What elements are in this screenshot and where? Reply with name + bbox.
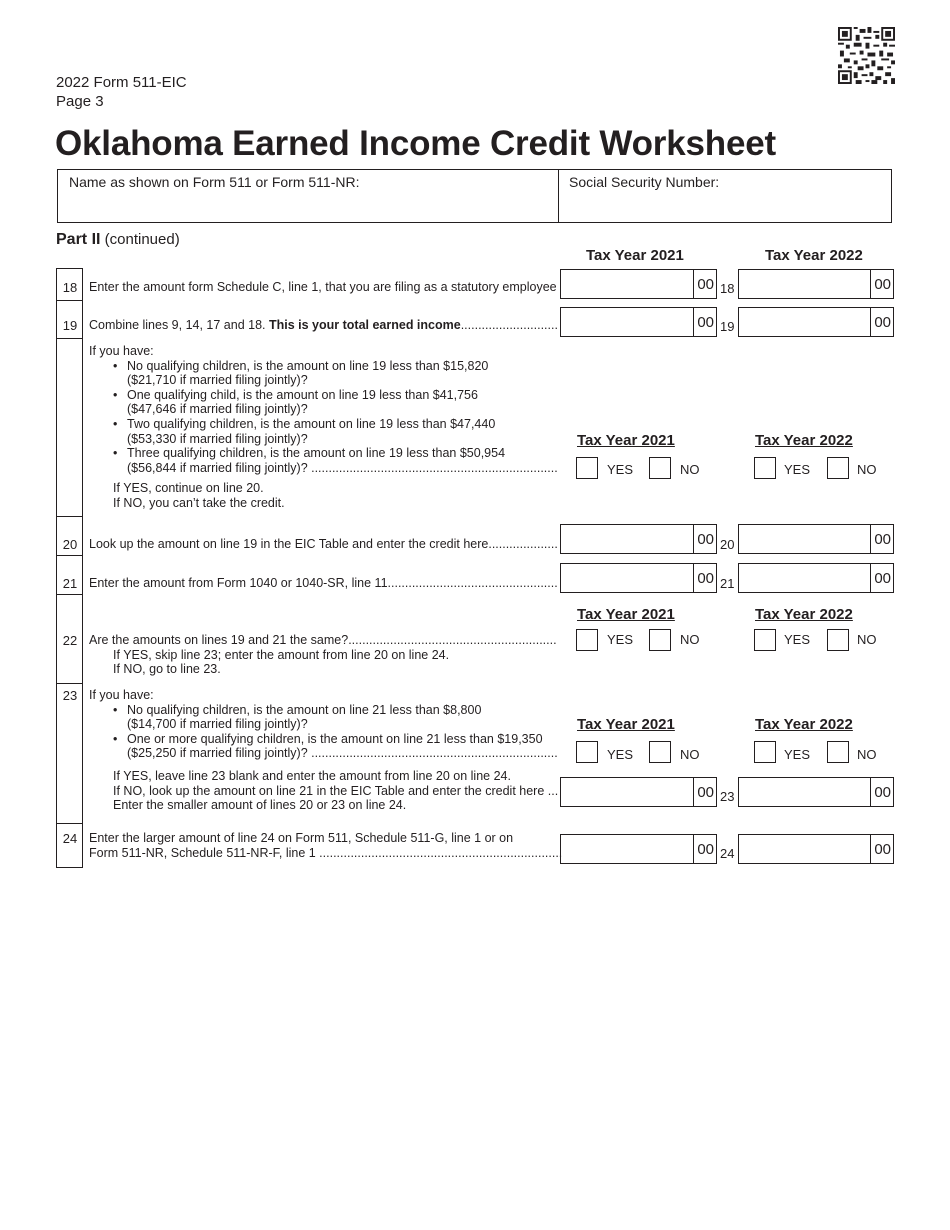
cents-label: 00: [697, 841, 714, 858]
cents-label: 00: [874, 531, 891, 548]
yn-header-2021: Tax Year 2021: [577, 432, 675, 449]
cents-label: 00: [697, 570, 714, 587]
part-suffix: (continued): [104, 231, 180, 248]
line-number: 22: [62, 633, 78, 648]
line-20-2021-input[interactable]: [560, 524, 717, 554]
line-24-text-1: Enter the larger amount of line 24 on Form 511, Schedule 511-G, line 1 or on: [89, 831, 514, 845]
line-22-text: [89, 633, 559, 677]
line-20-2022-input[interactable]: [738, 524, 894, 554]
line-22-2022-yes-checkbox[interactable]: [754, 629, 776, 651]
bullet-cont: ($56,844 if married filing jointly)? .......................................................................: [127, 460, 558, 475]
qualify-2021-yes-checkbox[interactable]: [576, 457, 598, 479]
line-number: 23: [720, 789, 735, 804]
yes-label: YES: [784, 462, 811, 477]
grid-rule: [56, 823, 83, 824]
grid-number-border: [82, 268, 83, 868]
question-intro: If you have:: [89, 344, 154, 358]
form-id: 2022 Form 511-EIC: [56, 74, 187, 91]
line-number: 19: [62, 318, 78, 333]
line-19-lead: Combine lines 9, 14, 17 and 18.: [89, 318, 269, 332]
bullet-cont: ($25,250 if married filing jointly)? .......................................................................: [127, 746, 558, 761]
bullet-cont: ($14,700 if married filing jointly)?: [127, 717, 308, 732]
bullet-text: • Two qualifying children, is the amount on line 19 less than $47,440: [89, 417, 559, 432]
line-19-bold: This is your total earned income: [268, 318, 461, 332]
line-number: 18: [62, 280, 78, 295]
yn-header-2021: Tax Year 2021: [577, 606, 675, 623]
qualify-2022-no-checkbox[interactable]: [827, 457, 849, 479]
grid-rule: [56, 516, 83, 517]
grid-left-border: [56, 268, 57, 868]
qualify-2022-yes-checkbox[interactable]: [754, 457, 776, 479]
line-number: 20: [62, 537, 78, 552]
line-23-text: [89, 688, 559, 813]
line-21-2021-input[interactable]: [560, 563, 717, 593]
line-23-2022-no-checkbox[interactable]: [827, 741, 849, 763]
question-intro: If you have:: [89, 688, 154, 702]
cents-label: 00: [697, 531, 714, 548]
line-18-text: Enter the amount form Schedule C, line 1, that you are filing as a statutory employee: [89, 280, 557, 294]
grid-rule: [56, 555, 83, 556]
no-note: If NO, you can’t take the credit.: [113, 495, 285, 510]
cents-label: 00: [697, 276, 714, 293]
line-23-note: If NO, look up the amount on line 21 in the EIC Table and enter the credit here ...: [113, 783, 559, 798]
line-20-text: Look up the amount on line 19 in the EIC Table and enter the credit here....................: [89, 537, 558, 551]
line-22-2021-no-checkbox[interactable]: [649, 629, 671, 651]
line-21-text: Enter the amount from Form 1040 or 1040-SR, line 11.................................................: [89, 576, 558, 590]
ssn-field[interactable]: Social Security Number:: [569, 174, 720, 190]
page-title: Oklahoma Earned Income Credit Worksheet: [55, 124, 776, 163]
no-label: NO: [857, 632, 877, 647]
grid-rule: [56, 300, 83, 301]
cents-label: 00: [697, 314, 714, 331]
yes-label: YES: [607, 747, 634, 762]
leader-dots: ............................: [460, 318, 558, 332]
bullet-text: • Three qualifying children, is the amount on line 19 less than $50,954: [89, 446, 559, 461]
yes-label: YES: [607, 462, 634, 477]
line-23-2022-yes-checkbox[interactable]: [754, 741, 776, 763]
qualification-question: [89, 344, 559, 511]
line-19-2021-input[interactable]: [560, 307, 717, 337]
yn-header-2021: Tax Year 2021: [577, 716, 675, 733]
line-22-question: Are the amounts on lines 19 and 21 the same?............................................................: [89, 633, 557, 647]
yes-note: If YES, continue on line 20.: [113, 481, 264, 496]
column-header-2021: Tax Year 2021: [586, 247, 684, 264]
line-19-text: [89, 318, 558, 333]
line-18-2022-input[interactable]: [738, 269, 894, 299]
line-24-text-2: Form 511-NR, Schedule 511-NR-F, line 1 ......................................................................: [89, 845, 563, 860]
grid-rule: [56, 268, 83, 269]
grid-rule: [56, 594, 83, 595]
yes-label: YES: [607, 632, 634, 647]
line-number: 23: [62, 688, 78, 703]
line-24-2022-input[interactable]: [738, 834, 894, 864]
line-number: 24: [720, 846, 735, 861]
column-header-2022: Tax Year 2022: [765, 247, 863, 264]
line-23-2021-no-checkbox[interactable]: [649, 741, 671, 763]
no-label: NO: [680, 632, 700, 647]
cents-label: 00: [874, 276, 891, 293]
cents-label: 00: [874, 314, 891, 331]
part-heading: [56, 231, 180, 249]
no-label: NO: [857, 462, 877, 477]
bullet-cont: ($47,646 if married filing jointly)?: [127, 402, 308, 417]
grid-rule: [56, 338, 83, 339]
yes-label: YES: [784, 747, 811, 762]
bullet-cont: ($21,710 if married filing jointly)?: [127, 373, 308, 388]
yes-label: YES: [784, 632, 811, 647]
no-label: NO: [680, 747, 700, 762]
grid-rule: [56, 867, 83, 868]
line-22-2022-no-checkbox[interactable]: [827, 629, 849, 651]
name-field[interactable]: Name as shown on Form 511 or Form 511-NR:: [69, 174, 360, 190]
cents-label: 00: [874, 570, 891, 587]
no-label: NO: [680, 462, 700, 477]
yn-header-2022: Tax Year 2022: [755, 716, 853, 733]
line-21-2022-input[interactable]: [738, 563, 894, 593]
bullet-text: • No qualifying children, is the amount on line 21 less than $8,800: [89, 703, 559, 718]
line-number: 18: [720, 281, 735, 296]
line-22-2021-yes-checkbox[interactable]: [576, 629, 598, 651]
line-23-note: Enter the smaller amount of lines 20 or 23 on line 24.: [113, 798, 407, 813]
line-number: 20: [720, 537, 735, 552]
cents-label: 00: [874, 784, 891, 801]
no-label: NO: [857, 747, 877, 762]
line-number: 21: [720, 576, 735, 591]
line-19-2022-input[interactable]: [738, 307, 894, 337]
line-number: 21: [62, 576, 78, 591]
no-note: If NO, go to line 23.: [113, 662, 221, 677]
line-18-2021-input[interactable]: [560, 269, 717, 299]
bullet-text: • No qualifying children, is the amount on line 19 less than $15,820: [89, 359, 559, 374]
line-23-2021-yes-checkbox[interactable]: [576, 741, 598, 763]
bullet-text: • One or more qualifying children, is the amount on line 21 less than $19,350: [89, 732, 559, 747]
yn-header-2022: Tax Year 2022: [755, 606, 853, 623]
bullet-cont: ($53,330 if married filing jointly)?: [127, 431, 308, 446]
part-label: Part II: [56, 231, 101, 248]
line-number: 19: [720, 319, 735, 334]
bullet-text: • One qualifying child, is the amount on line 19 less than $41,756: [89, 388, 559, 403]
line-23-note: If YES, leave line 23 blank and enter the amount from line 20 on line 24.: [113, 768, 511, 783]
grid-rule: [56, 683, 83, 684]
yes-note: If YES, skip line 23; enter the amount from line 20 on line 24.: [113, 647, 450, 662]
cents-label: 00: [874, 841, 891, 858]
yn-header-2022: Tax Year 2022: [755, 432, 853, 449]
cents-label: 00: [697, 784, 714, 801]
qualify-2021-no-checkbox[interactable]: [649, 457, 671, 479]
line-24-text: [89, 831, 563, 860]
line-24-2021-input[interactable]: [560, 834, 717, 864]
taxpayer-info-box: [57, 169, 892, 223]
line-23-2021-input[interactable]: [560, 777, 717, 807]
line-number: 24: [62, 831, 78, 846]
line-23-2022-input[interactable]: [738, 777, 894, 807]
qr-code-icon: [838, 27, 895, 84]
page-number: Page 3: [56, 93, 104, 110]
